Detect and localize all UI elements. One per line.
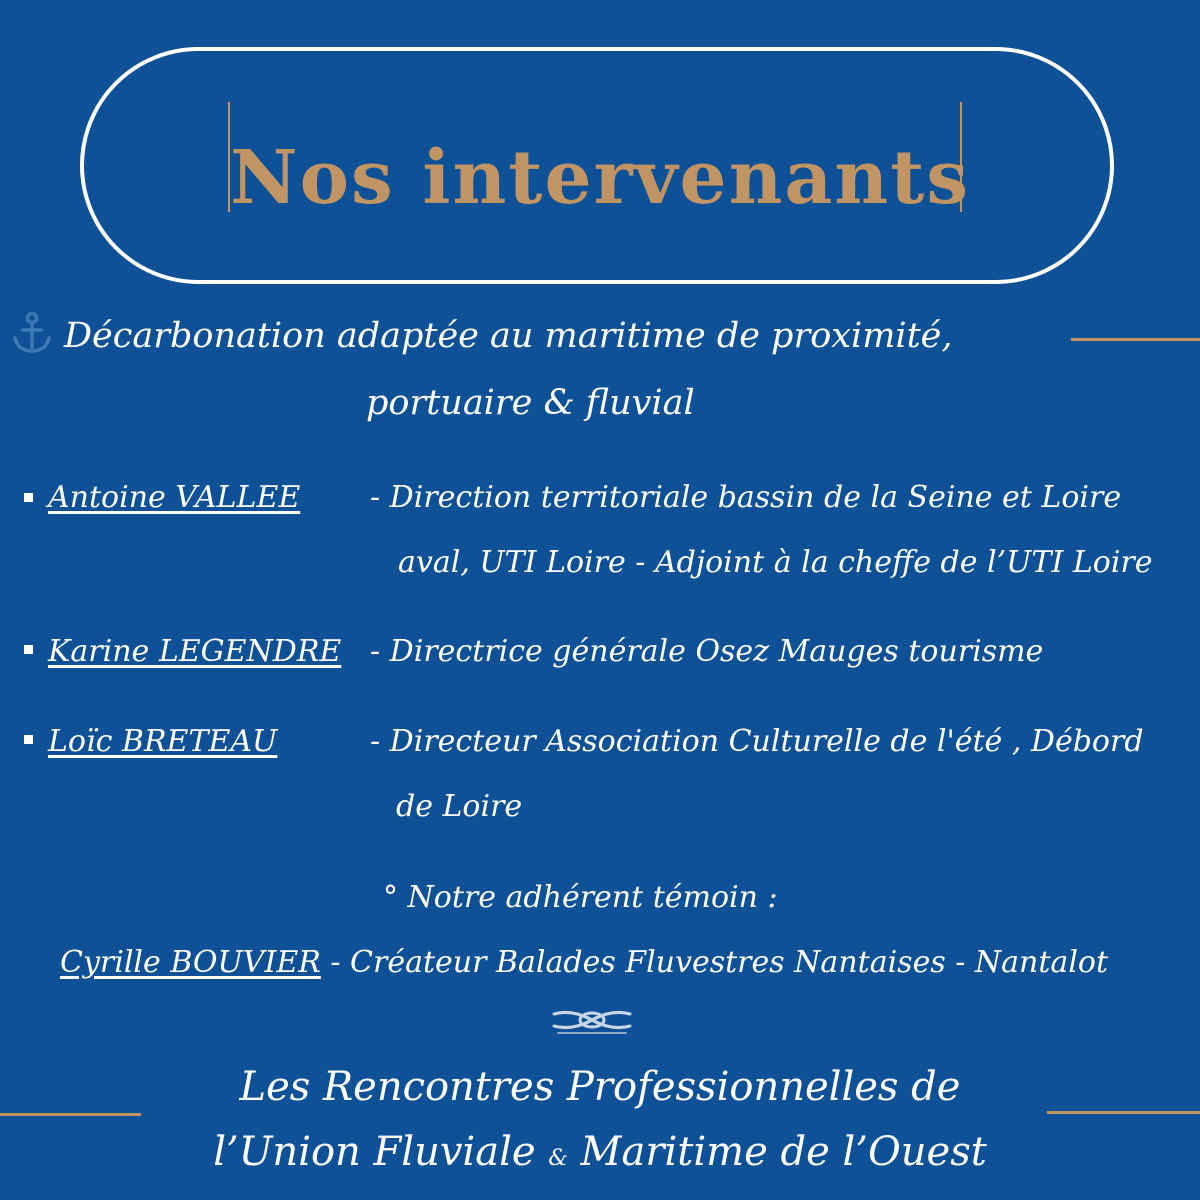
footer-ampersand: & <box>548 1146 568 1171</box>
speaker-role-line-2: aval, UTI Loire - Adjoint à la cheffe de l’UTI Loire <box>398 545 1153 580</box>
speaker-role-line-1: - Directeur Association Culturelle de l'été , Débord <box>370 724 1144 759</box>
footer-union: l’Union Fluviale <box>213 1129 549 1175</box>
decorative-line-top-right <box>1071 338 1200 341</box>
speaker-name: Antoine VALLEE <box>48 480 301 515</box>
speaker-role-line-2: de Loire <box>396 789 523 824</box>
rope-knot-icon <box>552 1005 632 1035</box>
speaker-name: Karine LEGENDRE <box>48 634 342 669</box>
topic-line-2: portuaire & fluvial <box>366 383 695 423</box>
witness-role: - Créateur Balades Fluvestres Nantaises - Nantalot <box>320 945 1109 980</box>
speaker-name: Loïc BRETEAU <box>48 724 278 759</box>
bullet-icon <box>24 735 33 744</box>
speaker-role-line-1: - Directrice générale Osez Mauges tourisme <box>370 634 1044 669</box>
bullet-icon <box>24 493 33 502</box>
witness-intro: ° Notre adhérent témoin : <box>383 880 778 915</box>
footer-line-2 <box>0 1125 1200 1186</box>
bullet-icon <box>24 645 33 654</box>
footer-maritime: Maritime de l’Ouest <box>567 1129 987 1175</box>
topic-line-1: Décarbonation adaptée au maritime de proximité, <box>64 316 953 356</box>
page-title: Nos intervenants <box>229 135 971 221</box>
witness-name: Cyrille BOUVIER <box>60 945 321 980</box>
anchor-icon <box>10 311 54 355</box>
footer-line-1: Les Rencontres Professionnelles de <box>239 1064 961 1110</box>
speaker-role-line-1: - Direction territoriale bassin de la Seine et Loire <box>370 480 1122 515</box>
witness-line <box>60 943 1108 983</box>
